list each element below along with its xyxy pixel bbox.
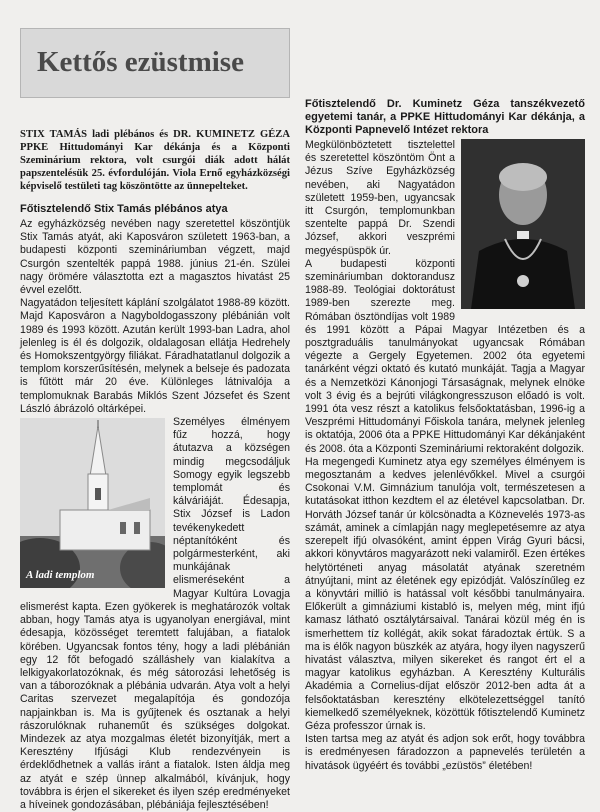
church-illustration	[20, 418, 165, 588]
lead-paragraph: STIX TAMÁS ladi plébános és DR. KUMINETZ GÉZA PPKE Hittudományi Kar dékánja és a Központi Szeminárium rektora, volt csurgói diák adott hálát papszentelésük 25. évfordulóján. Viola Ernő egyházközségi képviselő testületi tag köszöntötte az ünnepelteket.	[20, 129, 290, 192]
title-box	[20, 28, 290, 98]
section2-heading: Főtisztelendő Dr. Kuminetz Géza tanszékvezető egyetemi tanár, a PPKE Hittudományi Kar dékánja, a Központi Papnevelő Intézet rektora	[305, 98, 585, 136]
section2-paragraph-4: Isten tartsa meg az atyát és adjon sok erőt, hogy továbbra is eredményesen fáradozzon a papnevelés területén a hivatások ügyéért és további „ezüstös” életében!	[305, 733, 585, 772]
church-photo-caption: A ladi templom	[26, 568, 95, 581]
section2-paragraph-2: A budapesti központi szemináriumban doktorandusz 1988-89. Teológiai doktorátust 1989-ben szerezte meg. Rómában ösztöndíjas volt 1989 és 1991 között a Pápai Magyar Intézetben és a posztgraduális tanulmányokat ugyancsak Rómában végezte a Gergely Egyetemen. 2002 óta egyetemi tanárként végzi oktató és kutató munkáját. Tagja a Magyar és a Nemzetközi Kánonjogi Társaságnak, melynek elnöke volt 3 évig és a bejrúti világkongresszuson előadó is volt. 1991 óta vesz részt a katolikus felsőoktatásban, 1996-ig a Veszprémi Hittudományi Főiskola tanára, melynek jelenleg is oktatója, 2006 óta a PPKE Hittudományi Kar dékánjaként és 2008. óta a Központi Szemináriumi rektoraként dolgozik.	[305, 257, 585, 455]
priest-photo	[461, 139, 585, 309]
section2-paragraph-3: Ha megengedi Kuminetz atya egy személyes élményem is megosztanám a kedves jelenlévőkkel. Mivel a csurgói Csokonai V.M. Gimnázium tanulója volt, természetesen a kutatásokat itthon kezdtem el az életével kapcsolatban. Dr. Horváth József tanár úr kölcsönadta a Köznevelés 1973-as számát, aminek a címlapján nagy meglepetésemre az atya szerepelt ifjú olvasóként, amint éppen Virág Gyuri bácsi, akkori könyvtáros magyarázott neki valamiről. Ezen értékes helytörténeti anyag másolatát atyának szeretném átnyújtani, mint az életének egy epizódját. Valószínűleg ez a könyvtári millió is hatással volt későbbi tanulmányaira. Előkerült a gimnáziumi kistabló is, melyen még, mint ifjú kamasz látható osztálytársaival. Tanárai közül még én is ismerhettem tíz kollégát, akik sokat fáradoztak értük. S a ma is élők nagyon büszkék az atyára, hogy ilyen nagyszerű hivatást választva, milyen sikereket és rangot ért el a magyar katolikus egyházban. A Keresztény Kulturális Akadémia a Cornelius-díjat először 2012-ben adta át a felsőoktatásban keresztény elkötelezettséggel tanító kiemelkedő személyeknek, közöttük főtisztelendő Kuminetz Géza professzor úrnak is.	[305, 455, 585, 732]
church-photo	[20, 418, 165, 588]
article-title: Kettős ezüstmise	[37, 46, 244, 79]
section1-heading: Főtisztelendő Stix Tamás plébános atya	[20, 203, 228, 215]
priest-portrait	[461, 139, 585, 309]
right-column	[305, 0, 585, 773]
section2-paragraph-1: Megkülönböztetett tisztelettel és szeretettel köszöntöm Önt a Jézus Szíve Egyházközség nevében, aki Nagyatádon született 1959-ben, ugyancsak itt Csurgón, templomunkban szentelte pappá Dr. Szendi József, akkori veszprémi megyéspüspök úr.	[305, 139, 455, 257]
section1-paragraph-3: Személyes élményem fűz hozzá, hogy átutazva a községen mindig megcsodáljuk Somogy egyik legszebb templomát és kálváriáját. Édesapja, Stix József is Ladon tevékenykedett néptanítóként és polgármesterként, aki munkájának elismeréseként a Magyar Kultúra Lovagja elismerést kapta. Ezen gyökerek is meghatározók voltak abban, hogy Tamás atya is ugyanolyan energiával, mint édesapja, közösséget teremtett falujában, a fiatalok körében. Ugyancsak fontos tény, hogy a ladi plébánián egy 12 főt befogadó szálláshely van kialakítva a lelkigyakorlatozóknak, és még sátorozási lehetőség is van a táborozóknak a plébánia udvarán. Atya volt a helyi Caritas szervezet megalapítója és gondozója napjainkban is. Ma is gyűjtenek és osztanak a helyi rászorulóknak ruhaneműt és szükséges dolgokat. Mindezek az atya mozgalmas életét bizonyítják, mert a Keresztény Ifjúsági Klub rendezvényein is érdeklődhetnek a vallás iránt a fiatalok. Isten áldja meg az atyát e szép ünnep alkalmából, kívánjuk, hogy továbbra is érjen el sikereket és ilyen szép eredményeket a híveinek gondozásában, plébániája fejlesztésében!	[20, 416, 290, 811]
column-top-spacer	[305, 0, 585, 88]
section1-paragraph-1: Az egyházközség nevében nagy szeretettel köszöntjük Stix Tamás atyát, aki Kaposváron született 1963-ban, a budapesti központi szemináriumban végzett, majd Csurgón szentelték pappá 1988. június 21-én. Szülei nagy örömére választotta ezt a magasztos hivatást 25 évvel ezelőtt.	[20, 218, 290, 297]
section1-paragraph-2: Nagyatádon teljesített káplání szolgálatot 1988-89 között. Majd Kaposváron a Nagyboldogasszony plébánián volt 1989 és 1993 között. Azután került 1993-ban Ladra, ahol jelenleg is él és dolgozik, oldalagosan ellátja Hedrehely és Homokszentgyörgy filiákat. Fáradhatatlanul dolgozik a templom korszerűsítésén, melynek a belseje és padozata is fűtött már 20 éve. Különleges látnivalója a templomuknak Barabás Miklós Szent Józsefet és Szent László ábrázoló oltárképei.	[20, 297, 290, 415]
left-column	[20, 0, 290, 812]
